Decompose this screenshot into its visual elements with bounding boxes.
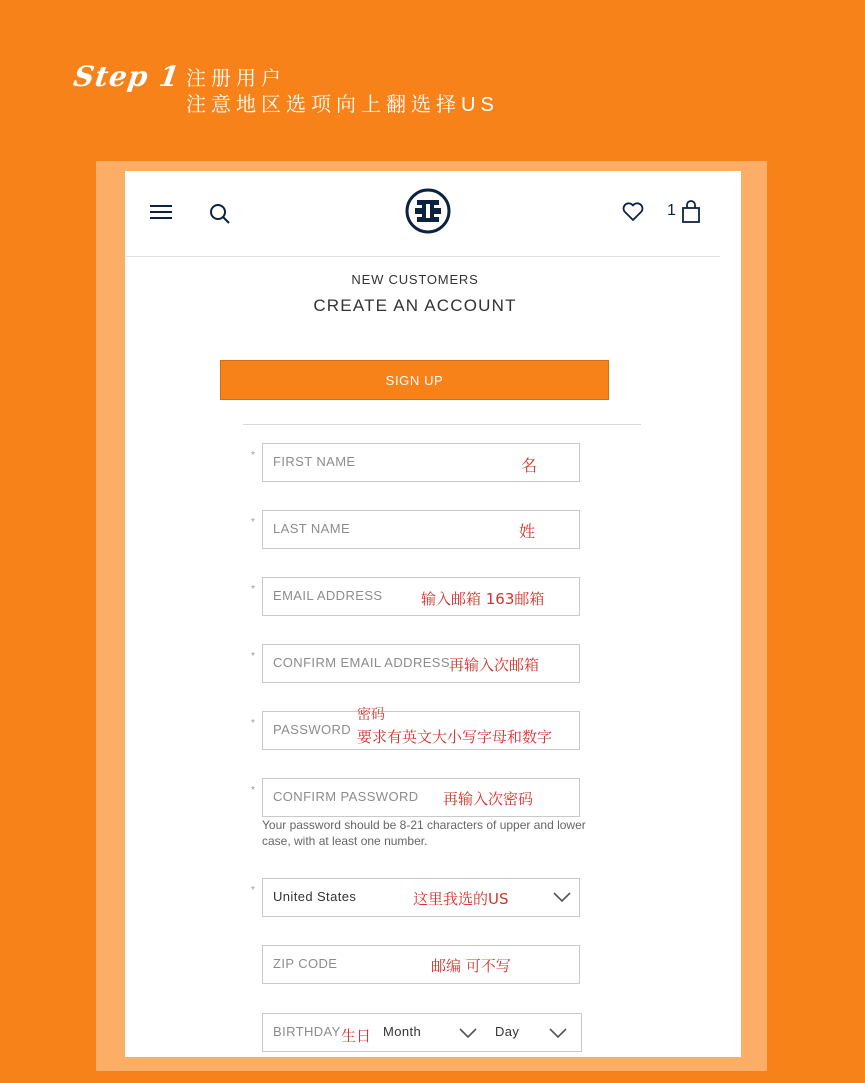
last-name-field[interactable] xyxy=(251,510,580,549)
confirm-password-field[interactable] xyxy=(251,778,580,817)
required-mark: * xyxy=(251,584,255,595)
birthday-annotation: 生日 xyxy=(341,1027,372,1045)
country-select[interactable] xyxy=(251,878,580,917)
birthday-day-select[interactable]: Day xyxy=(495,1024,520,1039)
step-line-2: 注意地区选项向上翻选择US xyxy=(186,94,499,116)
required-mark: * xyxy=(251,718,255,729)
password-field[interactable] xyxy=(251,707,580,750)
confirm-password-placeholder: CONFIRM PASSWORD xyxy=(273,789,419,804)
chevron-down-icon xyxy=(549,1028,567,1039)
zip-code-placeholder: ZIP CODE xyxy=(273,956,338,971)
heart-icon[interactable] xyxy=(622,202,644,222)
step-line-1: 注册用户 xyxy=(186,68,286,90)
top-navbar xyxy=(125,171,720,257)
first-name-field[interactable] xyxy=(251,443,580,482)
hamburger-icon[interactable] xyxy=(150,205,172,219)
country-value: United States xyxy=(273,889,357,904)
cart-count[interactable]: 1 xyxy=(667,202,676,219)
password-annotation-1: 密码 xyxy=(357,707,385,723)
required-mark: * xyxy=(251,450,255,461)
page-subtitle: NEW CUSTOMERS xyxy=(351,272,479,287)
country-annotation: 这里我选的US xyxy=(413,890,509,908)
first-name-annotation: 名 xyxy=(521,456,538,475)
birthday-month-select[interactable]: Month xyxy=(383,1024,422,1039)
confirm-email-annotation: 再输入次邮箱 xyxy=(449,656,540,674)
first-name-placeholder: FIRST NAME xyxy=(273,454,356,469)
step-instructions xyxy=(186,66,499,118)
required-mark: * xyxy=(251,651,255,662)
signup-screen xyxy=(125,171,741,1057)
confirm-email-placeholder: CONFIRM EMAIL ADDRESS xyxy=(273,655,450,670)
search-icon[interactable] xyxy=(209,203,231,225)
confirm-email-field[interactable] xyxy=(251,644,580,683)
sign-up-button[interactable]: SIGN UP xyxy=(220,360,609,400)
birthday-label: BIRTHDAY xyxy=(273,1024,341,1039)
required-mark: * xyxy=(251,885,255,896)
page-title: CREATE AN ACCOUNT xyxy=(313,296,517,315)
required-mark: * xyxy=(251,785,255,796)
email-annotation: 输入邮箱 163邮箱 xyxy=(421,590,545,608)
shopping-bag-icon[interactable] xyxy=(681,200,701,224)
chevron-down-icon xyxy=(553,892,571,903)
zip-code-annotation: 邮编 可不写 xyxy=(431,957,511,975)
password-placeholder: PASSWORD xyxy=(273,722,352,737)
chevron-down-icon xyxy=(459,1028,477,1039)
confirm-password-annotation: 再输入次密码 xyxy=(443,790,534,808)
required-mark: * xyxy=(251,517,255,528)
birthday-field[interactable] xyxy=(262,1013,582,1052)
password-hint: Your password should be 8-21 characters of upper and lower case, with at least one number. xyxy=(262,818,586,848)
email-placeholder: EMAIL ADDRESS xyxy=(273,588,383,603)
password-annotation-2: 要求有英文大小写字母和数字 xyxy=(357,728,553,746)
last-name-annotation: 姓 xyxy=(519,522,536,541)
step-label: Step 1 xyxy=(71,60,183,93)
email-field[interactable] xyxy=(251,577,580,616)
tory-burch-logo[interactable] xyxy=(405,188,451,234)
last-name-placeholder: LAST NAME xyxy=(273,521,351,536)
section-divider xyxy=(243,424,641,425)
zip-code-field[interactable] xyxy=(262,945,580,984)
